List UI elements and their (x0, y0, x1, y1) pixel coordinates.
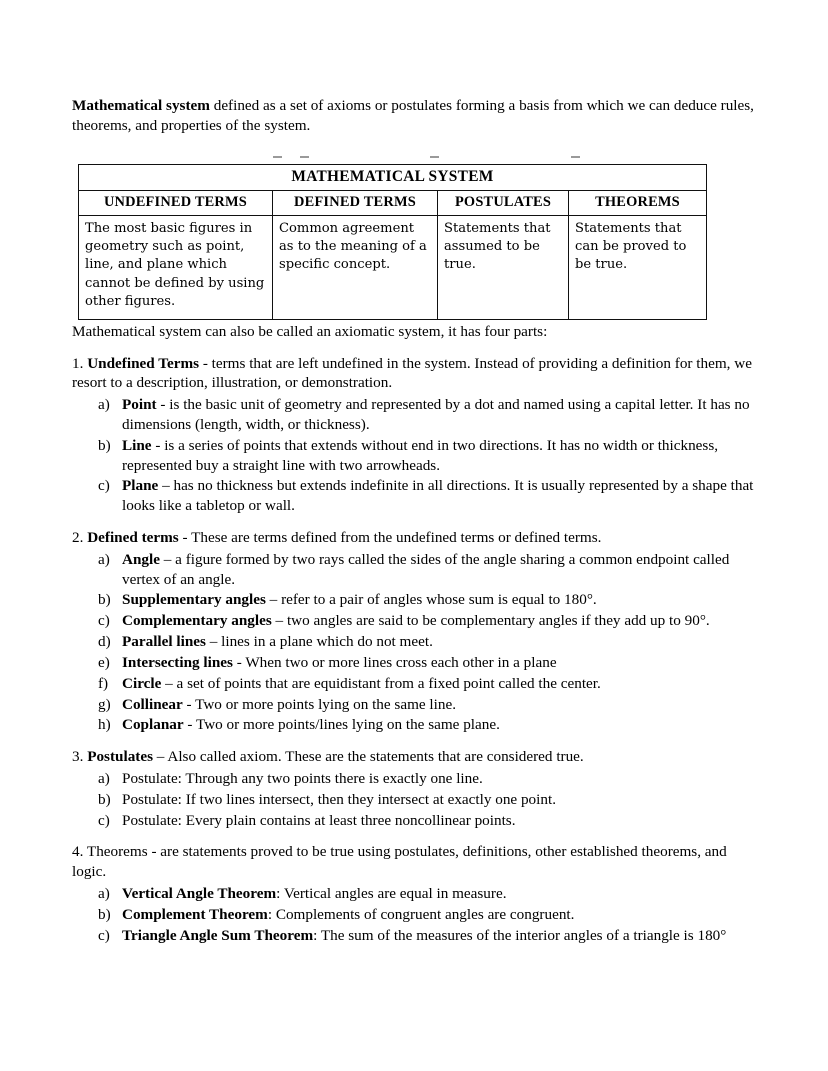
list-item-text: - is a series of points that extends without end in two directions. It has no width or thickness, represented buy a straight line with two arrowheads. (122, 436, 719, 474)
scan-artifact-tick (571, 156, 580, 158)
list-marker: a) (98, 884, 110, 902)
after-table-paragraph: Mathematical system can also be called an axiomatic system, it has four parts: (72, 322, 548, 340)
list-marker: a) (98, 550, 110, 568)
list-item-term: Complementary angles (122, 612, 272, 630)
list-item-text: : Vertical angles are equal in measure. (276, 884, 507, 902)
list-item-term: Line (122, 436, 152, 454)
list-marker: a) (98, 396, 110, 414)
list-item (72, 905, 756, 925)
list-item-text: - Two or more points/lines lying on the same plane. (183, 716, 500, 734)
table-cell-undefined-terms: The most basic figures in geometry such as point, line, and plane which cannot be defined by using other figures. (79, 215, 273, 319)
intro-rest-text: defined as a set of axioms or postulates forming a basis from which we can deduce rules, theorems, and properties of the system. (72, 97, 754, 134)
list-item (72, 769, 756, 789)
list-marker: c) (98, 926, 110, 944)
list-item-term: Vertical Angle Theorem (122, 884, 277, 902)
list-item-text: Postulate: If two lines intersect, then they intersect at exactly one point. (122, 790, 556, 808)
list-item (72, 811, 756, 831)
list-item-term: Angle (122, 550, 160, 568)
list-item-text: – a set of points that are equidistant from a fixed point called the center. (161, 674, 601, 692)
list-marker: a) (98, 769, 110, 787)
table-title: MATHEMATICAL SYSTEM (79, 164, 707, 190)
list-item (72, 632, 756, 652)
list-item-term: Circle (122, 674, 162, 692)
list-marker: h) (98, 716, 111, 734)
section-3-list (72, 769, 756, 830)
section-title-2: Defined terms (87, 528, 179, 546)
list-item (72, 476, 756, 516)
list-marker: c) (98, 612, 110, 630)
table-header-theorems: THEOREMS (569, 190, 707, 215)
mathematical-system-table (78, 164, 707, 320)
list-item-term: Supplementary angles (122, 591, 266, 609)
list-item-text: - is the basic unit of geometry and represented by a dot and named using a capital letter. It has no dimensions (length, width, or thickness). (122, 396, 750, 433)
list-item-term: Intersecting lines (122, 653, 233, 671)
list-item (72, 436, 756, 476)
list-item (72, 790, 756, 810)
list-item-term: Complement Theorem (122, 905, 268, 923)
list-item-text: - When two or more lines cross each other in a plane (232, 653, 557, 671)
list-item-term: Parallel lines (122, 633, 206, 651)
scan-artifact-tick (430, 156, 439, 158)
section-number-4: 4. (72, 843, 84, 861)
list-item-term: Triangle Angle Sum Theorem (122, 926, 314, 944)
list-item (72, 695, 756, 715)
section-heading-3 (72, 747, 756, 767)
section-number-3: 3. (72, 748, 84, 766)
table-body-row (79, 215, 707, 319)
section-number-2: 2. (72, 528, 84, 546)
document-content (72, 96, 756, 947)
list-item-term: Collinear (122, 695, 183, 713)
list-marker: b) (98, 790, 111, 808)
section-4-list (72, 884, 756, 945)
list-marker: b) (98, 905, 111, 923)
list-marker: c) (98, 811, 110, 829)
section-rest-4: Theorems - are statements proved to be true using postulates, definitions, other established theorems, and logic. (72, 843, 727, 881)
section-rest-1: - terms that are left undefined in the system. Instead of providing a definition for them, we resort to a description, illustration, or demonstration. (72, 354, 752, 392)
section-number-1: 1. (72, 354, 84, 372)
section-1-list (72, 395, 756, 516)
list-item-text: – refer to a pair of angles whose sum is equal to 180°. (265, 591, 597, 609)
list-marker: e) (98, 653, 110, 671)
section-heading-2 (72, 528, 756, 548)
list-item-text: : Complements of congruent angles are congruent. (267, 905, 575, 923)
intro-paragraph (72, 96, 756, 136)
list-item-text: Postulate: Every plain contains at least three noncollinear points. (122, 811, 516, 829)
scan-artifact-tick (273, 156, 282, 158)
list-item-term: Coplanar (122, 716, 184, 734)
list-item-term: Plane (122, 477, 159, 495)
list-item (72, 884, 756, 904)
table-header-undefined-terms: UNDEFINED TERMS (79, 190, 273, 215)
list-marker: c) (98, 477, 110, 495)
list-item-text: – two angles are said to be complementary angles if they add up to 90°. (271, 612, 710, 630)
table-title-row (79, 164, 707, 190)
list-item (72, 653, 756, 673)
list-item (72, 715, 756, 735)
section-heading-1 (72, 354, 756, 394)
table-header-postulates: POSTULATES (438, 190, 569, 215)
section-title-1: Undefined Terms (87, 354, 200, 372)
list-marker: b) (98, 436, 111, 454)
list-marker: g) (98, 695, 111, 713)
list-item-text: - Two or more points lying on the same line. (182, 695, 457, 713)
list-item (72, 926, 756, 946)
section-2-list (72, 550, 756, 735)
list-item (72, 550, 756, 590)
section-title-3: Postulates (87, 748, 153, 766)
scan-artifact-tick (300, 156, 309, 158)
table-cell-postulates: Statements that assumed to be true. (438, 215, 569, 319)
mathematical-system-table-wrapper (78, 164, 706, 320)
table-header-defined-terms: DEFINED TERMS (273, 190, 438, 215)
list-item-text: – lines in a plane which do not meet. (205, 633, 433, 651)
intro-lead-term: Mathematical system (72, 97, 210, 114)
list-item-term: Point (122, 396, 157, 414)
list-item-text: – a figure formed by two rays called the sides of the angle sharing a common endpoint called vertex of an angle. (122, 550, 730, 588)
table-header-row (79, 190, 707, 215)
section-rest-3: – Also called axiom. These are the statements that are considered true. (153, 748, 584, 766)
section-heading-4 (72, 842, 756, 882)
list-item (72, 674, 756, 694)
list-item (72, 590, 756, 610)
list-item-text: – has no thickness but extends indefinite in all directions. It is usually represented by a shape that looks like a tabletop or wall. (122, 477, 754, 515)
table-cell-defined-terms: Common agreement as to the meaning of a specific concept. (273, 215, 438, 319)
list-item (72, 611, 756, 631)
list-marker: d) (98, 633, 111, 651)
list-item (72, 395, 756, 435)
section-rest-2: - These are terms defined from the undefined terms or defined terms. (178, 528, 602, 546)
list-item-text: : The sum of the measures of the interior angles of a triangle is 180° (313, 926, 727, 944)
list-item-text: Postulate: Through any two points there is exactly one line. (122, 769, 483, 787)
list-marker: b) (98, 591, 111, 609)
table-cell-theorems: Statements that can be proved to be true. (569, 215, 707, 319)
list-marker: f) (98, 674, 109, 692)
